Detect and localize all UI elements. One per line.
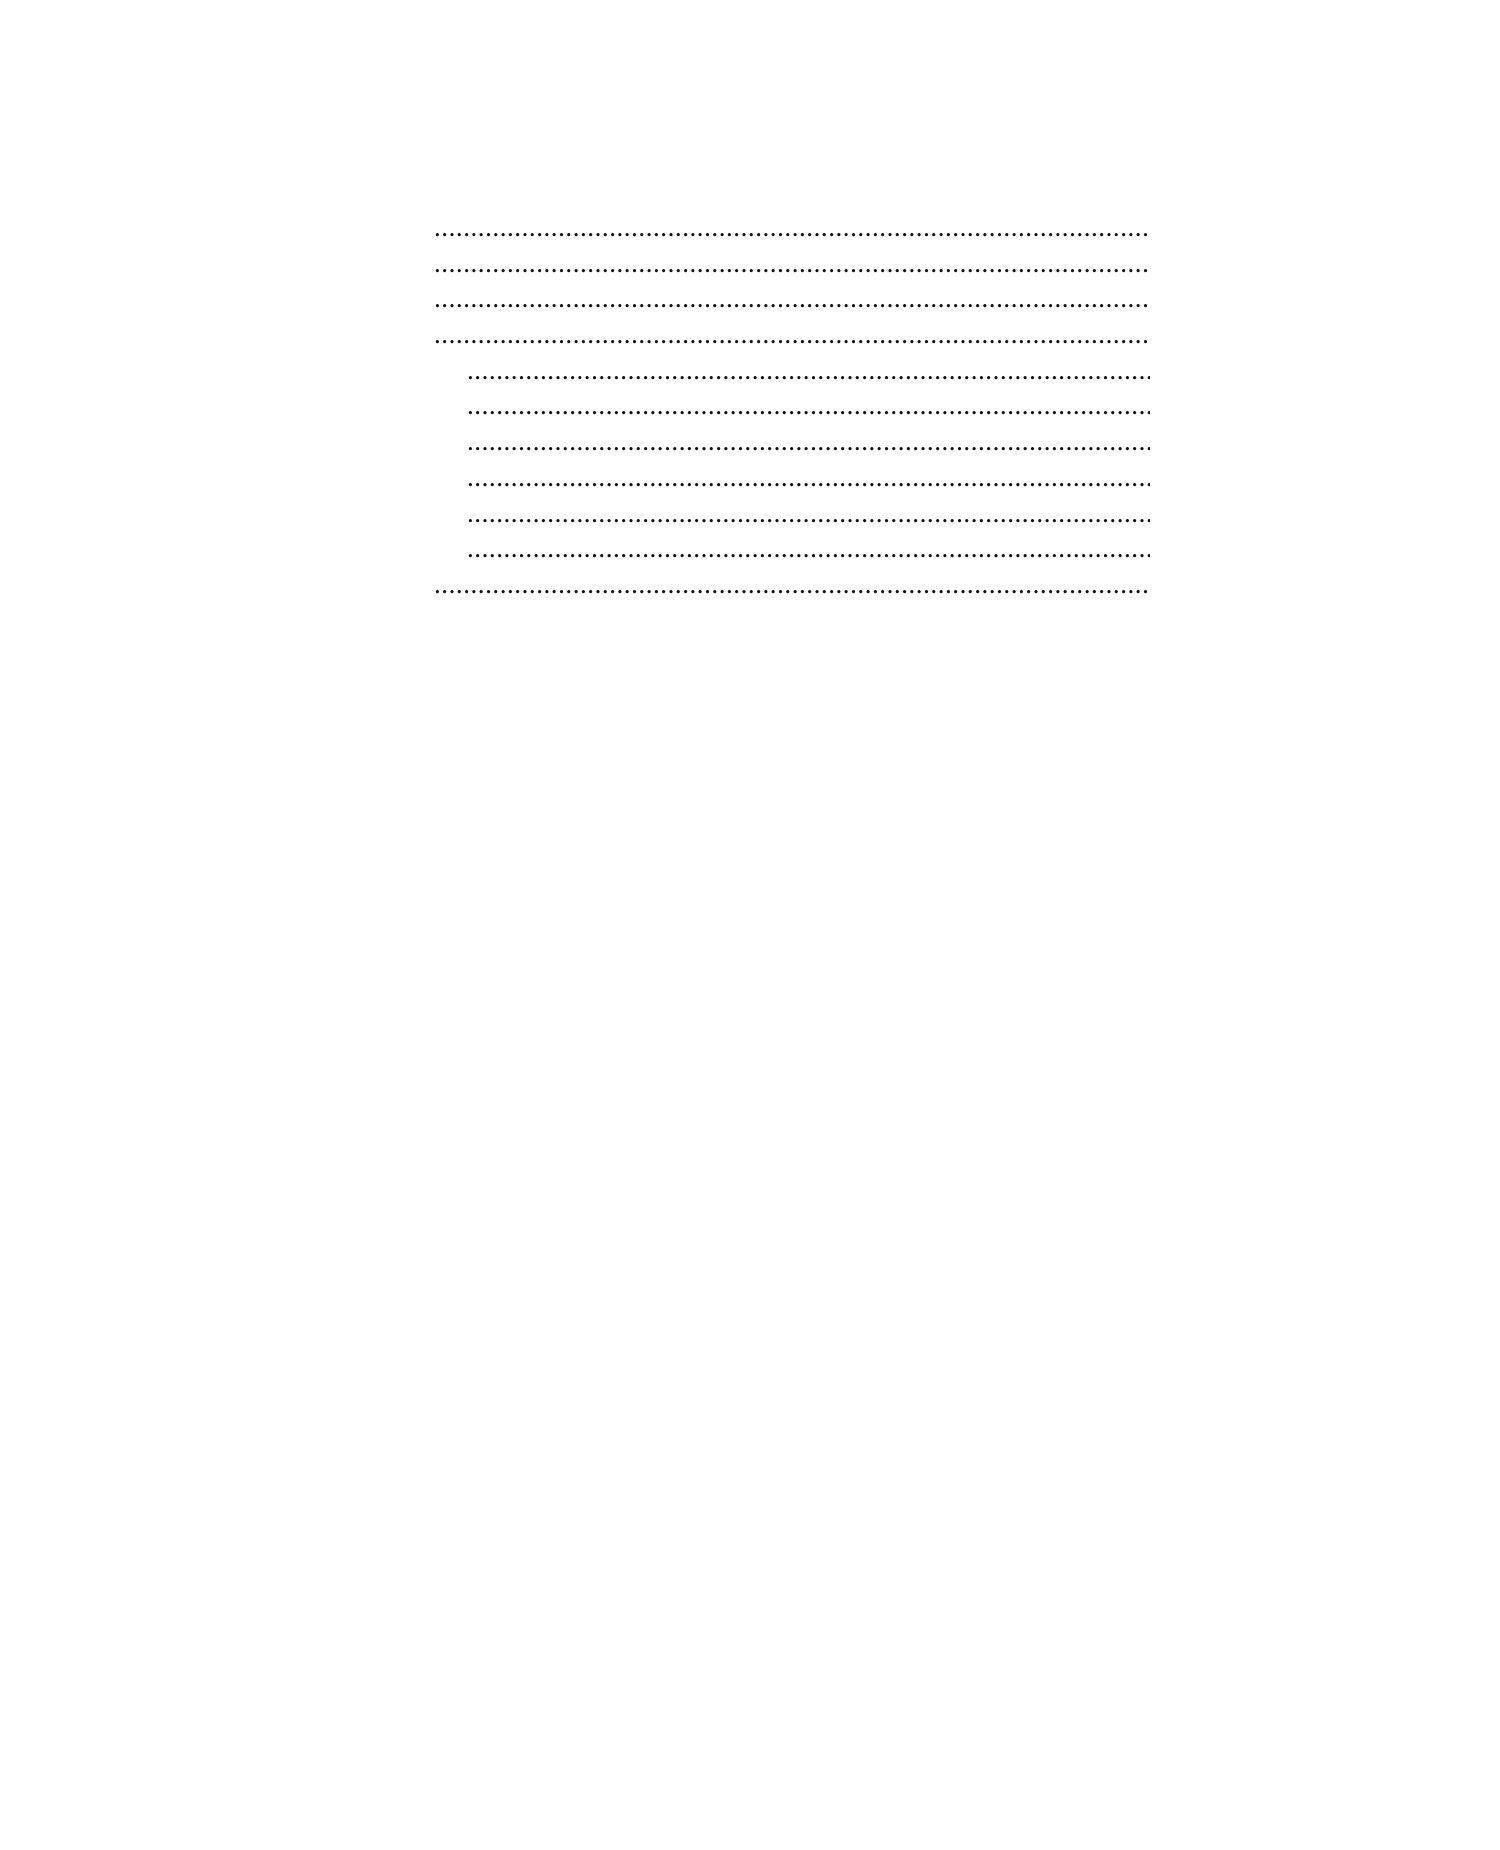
toc-entry[interactable] <box>463 424 1154 460</box>
dot-leader <box>434 281 1150 308</box>
toc-entry[interactable] <box>463 531 1154 567</box>
dot-leader <box>467 353 1150 380</box>
dot-leader <box>434 210 1150 237</box>
dot-leader <box>467 388 1150 415</box>
page-header <box>0 80 1500 124</box>
dot-leader <box>467 424 1150 451</box>
toc-entry[interactable] <box>463 496 1154 532</box>
table-of-contents <box>0 210 1500 603</box>
dot-leader <box>467 531 1150 558</box>
toc-entry[interactable] <box>463 353 1154 389</box>
dot-leader <box>434 567 1150 594</box>
dot-leader <box>434 246 1150 273</box>
dot-leader <box>467 460 1150 487</box>
toc-entry[interactable] <box>430 246 1154 282</box>
dot-leader <box>434 317 1150 344</box>
toc-entry[interactable] <box>463 388 1154 424</box>
toc-continued-section <box>0 210 1500 603</box>
toc-entry[interactable] <box>430 281 1154 317</box>
toc-entry[interactable] <box>430 567 1154 603</box>
toc-entry[interactable] <box>463 460 1154 496</box>
dot-leader <box>467 496 1150 523</box>
toc-entry[interactable] <box>430 210 1154 246</box>
toc-entry[interactable] <box>430 317 1154 353</box>
